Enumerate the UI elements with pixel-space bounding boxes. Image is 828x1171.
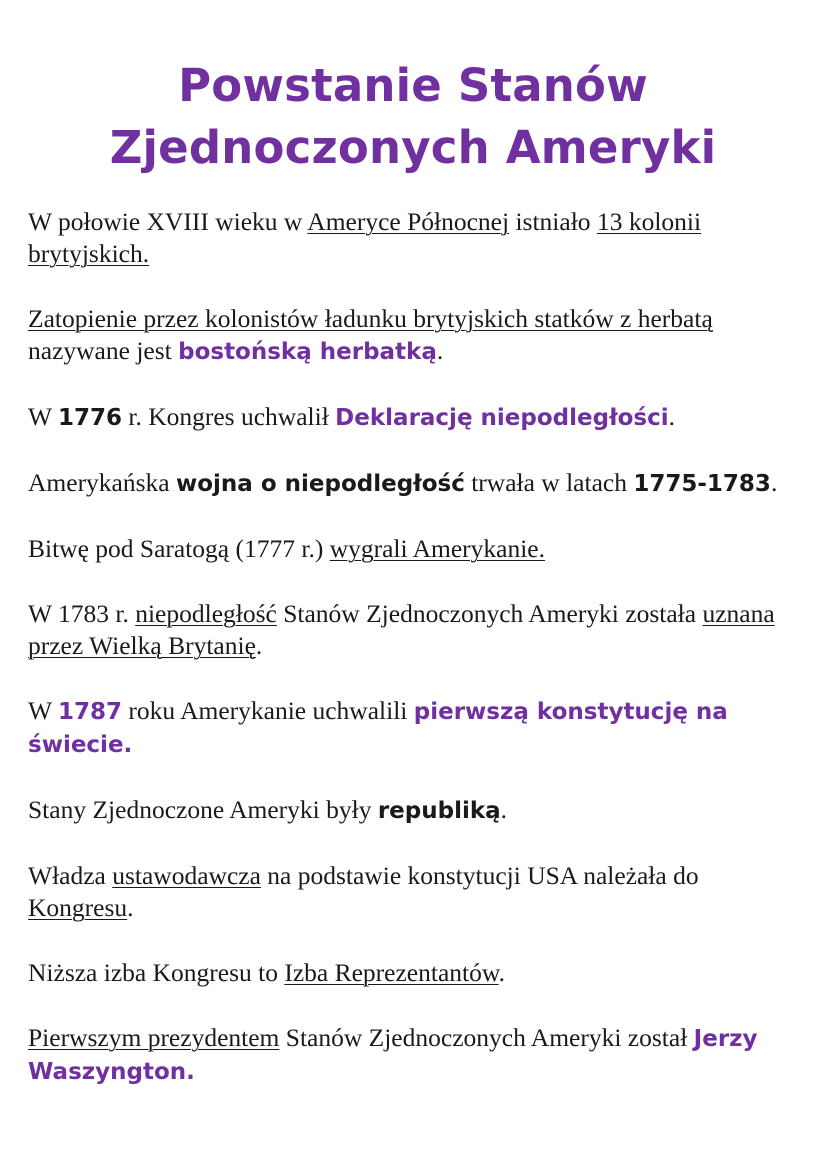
- underlined-term: Kongresu: [28, 893, 128, 922]
- text-run: Stanów Zjednoczonych Ameryki został: [279, 1023, 694, 1052]
- text-run: .: [668, 402, 676, 431]
- page-title: [28, 55, 798, 179]
- text-run: Bitwę pod Saratogą (1777 r.): [28, 534, 330, 563]
- text-run: .: [436, 336, 444, 365]
- text-run: nazywane jest: [28, 336, 179, 365]
- text-run: Stanów Zjednoczonych Ameryki została: [276, 599, 703, 628]
- bold-years: 1775-1783: [633, 471, 771, 497]
- text-run: .: [127, 893, 134, 922]
- fact-paragraph-boston-tea-party: [28, 303, 798, 368]
- underlined-term: Pierwszym prezydentem: [28, 1023, 280, 1052]
- page-title-line-2: Zjednoczonych Ameryki: [109, 121, 717, 174]
- text-run: W: [28, 402, 58, 431]
- underlined-term: Izba Reprezentantów: [284, 958, 499, 987]
- facts-list: [28, 206, 798, 1088]
- bold-term: republiką: [377, 798, 501, 824]
- text-run: W: [28, 696, 58, 725]
- text-run: .: [500, 795, 508, 824]
- text-run: r. Kongres uchwalił: [122, 402, 336, 431]
- text-run: Amerykańska: [28, 468, 176, 497]
- underlined-term: niepodległość: [135, 599, 277, 628]
- fact-paragraph-republic: [28, 794, 798, 827]
- fact-paragraph-first-president: [28, 1022, 798, 1088]
- underlined-term: Zatopienie przez kolonistów ładunku brytyjskich statków z herbatą: [28, 304, 713, 333]
- text-run: na podstawie konstytucji USA należała do: [260, 861, 699, 890]
- text-run: trwała w latach: [464, 468, 634, 497]
- underlined-term: Ameryce Północnej: [307, 207, 510, 236]
- fact-paragraph-saratoga: [28, 533, 798, 565]
- fact-paragraph-house-of-representatives: [28, 957, 798, 989]
- fact-paragraph-colonies: [28, 206, 798, 270]
- fact-paragraph-constitution: [28, 695, 798, 761]
- fact-paragraph-legislative-power: [28, 860, 798, 924]
- text-run: W 1783 r.: [28, 599, 136, 628]
- fact-paragraph-recognition: [28, 598, 798, 662]
- text-run: .: [770, 468, 778, 497]
- text-run: .: [498, 958, 505, 987]
- highlighted-term: Deklarację niepodległości: [335, 405, 669, 431]
- fact-paragraph-declaration: [28, 401, 798, 434]
- text-run: istniało: [509, 207, 597, 236]
- highlighted-name: Jerzy Waszyngton.: [28, 1026, 758, 1085]
- underlined-term: 13 kolonii brytyjskich.: [28, 207, 702, 268]
- text-run: Władza: [28, 861, 113, 890]
- page-title-line-1: Powstanie Stanów: [178, 59, 648, 112]
- text-run: Stany Zjednoczone Ameryki były: [28, 795, 378, 824]
- text-run: Niższa izba Kongresu to: [28, 958, 285, 987]
- text-run: roku Amerykanie uchwalili: [122, 696, 414, 725]
- text-run: W połowie XVIII wieku w: [28, 207, 308, 236]
- underlined-term: uznana przez Wielką Brytanię: [28, 599, 775, 660]
- underlined-term: ustawodawcza: [112, 861, 261, 890]
- bold-year: 1776: [57, 405, 122, 431]
- fact-paragraph-war: [28, 467, 798, 500]
- highlighted-year: 1787: [57, 699, 122, 725]
- highlighted-term: pierwszą konstytucję na świecie.: [28, 699, 728, 758]
- text-run: .: [255, 631, 263, 660]
- highlighted-term: bostońską herbatką: [178, 339, 437, 365]
- underlined-term: wygrali Amerykanie.: [329, 534, 545, 563]
- bold-term: wojna o niepodległość: [176, 471, 465, 497]
